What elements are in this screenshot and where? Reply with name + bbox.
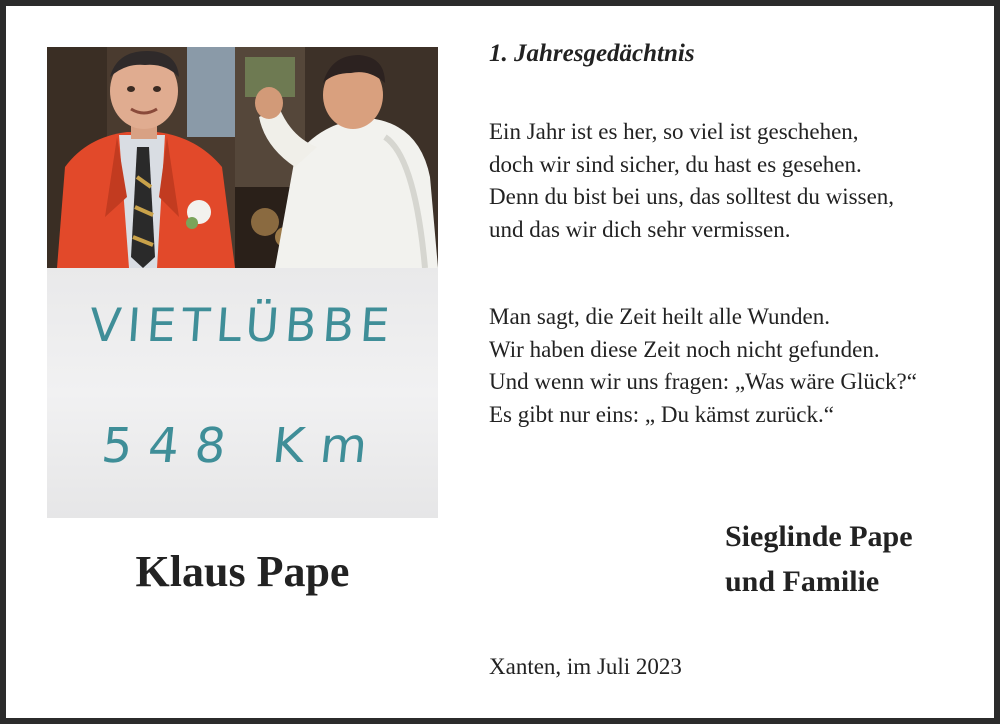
poem-line: Es gibt nur eins: „ Du kämst zurück.“ xyxy=(489,401,834,427)
photo-collage xyxy=(47,47,438,518)
handwritten-sign xyxy=(47,268,438,518)
poem-line: Man sagt, die Zeit heilt alle Wunden. xyxy=(489,304,831,329)
place-and-date: Xanten, im Juli 2023 xyxy=(489,654,682,679)
poem-line: und das wir dich sehr vermissen. xyxy=(489,216,791,242)
poem-line: Denn du bist bei uns, das solltest du wissen, xyxy=(489,184,895,209)
poem-line: doch wir sind sicher, du hast es gesehen. xyxy=(489,151,862,177)
signature-line-2: und Familie xyxy=(725,565,880,598)
poem-stanza-2 xyxy=(489,301,917,431)
poem-stanza-1 xyxy=(489,116,894,246)
poem-line: Und wenn wir uns fragen: „Was wäre Glück?“ xyxy=(489,369,917,394)
photo-man-white-shirt xyxy=(235,47,438,268)
sign-place: VIETLÜBBE xyxy=(87,298,398,352)
poem-line: Wir haben diese Zeit noch nicht gefunden. xyxy=(489,336,880,362)
signature-line-1: Sieglinde Pape xyxy=(725,520,913,553)
photo-left-illustration xyxy=(47,47,235,268)
deceased-name: Klaus Pape xyxy=(135,547,350,596)
sign-distance: 548 Km xyxy=(98,418,386,474)
photo-right-illustration xyxy=(235,47,438,268)
signature-block xyxy=(725,514,913,604)
photo-man-red-jacket xyxy=(47,47,235,268)
poem-line: Ein Jahr ist es her, so viel ist geschehen, xyxy=(489,119,859,144)
notice-heading: 1. Jahresgedächtnis xyxy=(489,40,695,67)
